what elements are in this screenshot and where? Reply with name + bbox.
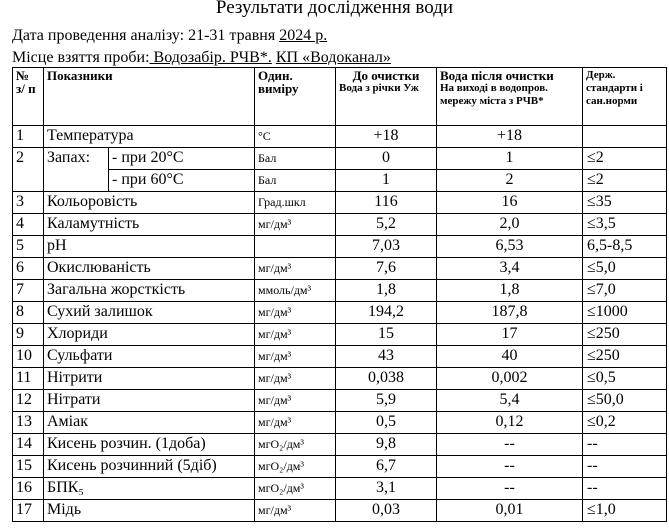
water-analysis-table — [12, 67, 667, 522]
row-num: 16 — [13, 478, 44, 500]
row-norm: ≤1000 — [583, 302, 667, 324]
row-norm: 6,5-8,5 — [583, 236, 667, 258]
row-unit: мг/дм³ — [255, 390, 336, 412]
row-num: 1 — [13, 126, 44, 148]
header-before-title: До очистки — [352, 68, 420, 83]
header-name: Показники — [44, 68, 255, 126]
row-before-value: 5,2 — [336, 214, 437, 236]
row-unit: мг/дм³ — [255, 214, 336, 236]
row-unit: мгО₂/дм³ — [255, 434, 336, 456]
row-num: 14 — [13, 434, 44, 456]
row-norm: ≤2 — [583, 170, 667, 192]
header-num: № з/ п — [13, 68, 44, 126]
table-row — [13, 368, 667, 390]
row-name: Кисень розчин. (1доба) — [44, 434, 255, 456]
table-row — [13, 280, 667, 302]
sampling-place-value-2: КП «Водоканал» — [275, 49, 391, 66]
row-unit: мг/дм³ — [255, 368, 336, 390]
table-body — [13, 126, 667, 522]
header-after-title: Вода після очистки — [440, 68, 554, 83]
row-norm: ≤250 — [583, 346, 667, 368]
row-unit: Град.шкл — [255, 192, 336, 214]
row-name: Аміак — [44, 412, 255, 434]
row-unit: мг/дм³ — [255, 324, 336, 346]
row-norm: ≤250 — [583, 324, 667, 346]
row-num: 15 — [13, 456, 44, 478]
row-after-value: 1 — [437, 148, 583, 170]
row-unit: мг/дм³ — [255, 346, 336, 368]
row-unit: ммоль/дм³ — [255, 280, 336, 302]
row-after-value: 1,8 — [437, 280, 583, 302]
row-unit: мг/дм³ — [255, 412, 336, 434]
row-after-value: 6,53 — [437, 236, 583, 258]
row-norm — [583, 126, 667, 148]
table-row — [13, 412, 667, 434]
row-before-value: 43 — [336, 346, 437, 368]
row-num: 2 — [13, 148, 44, 192]
row-num: 8 — [13, 302, 44, 324]
row-name: Загальна жорсткість — [44, 280, 255, 302]
table-row — [13, 456, 667, 478]
row-name: Температура — [44, 126, 255, 148]
row-norm: ≤2 — [583, 148, 667, 170]
row-name: Нітрити — [44, 368, 255, 390]
row-after-value: 0,12 — [437, 412, 583, 434]
row-norm: -- — [583, 478, 667, 500]
row-after-value: -- — [437, 478, 583, 500]
row-after-value: 2 — [437, 170, 583, 192]
header-after-subtitle: На виході в водопров. мережу міста з РЧВ* — [440, 82, 548, 107]
row-norm: ≤35 — [583, 192, 667, 214]
row-after-value: 0,002 — [437, 368, 583, 390]
row-unit: °С — [255, 126, 336, 148]
table-row-odor — [13, 170, 667, 192]
row-num: 17 — [13, 500, 44, 522]
header-before — [336, 68, 437, 126]
row-before-value: 1 — [336, 170, 437, 192]
row-num: 6 — [13, 258, 44, 280]
header-after — [437, 68, 583, 126]
row-unit: мгО₂/дм³ — [255, 456, 336, 478]
row-before-value: 5,9 — [336, 390, 437, 412]
table-row — [13, 434, 667, 456]
header-norm: Держ. стандарти і сан.норми — [583, 68, 667, 126]
row-condition: - при 60°С — [109, 170, 255, 192]
sampling-place-value-1: Водозабір. РЧВ*. — [149, 49, 272, 66]
table-row — [13, 214, 667, 236]
row-unit — [255, 236, 336, 258]
row-norm: -- — [583, 456, 667, 478]
analysis-date-value: 2024 р. — [279, 27, 328, 44]
row-name: Окислюваність — [44, 258, 255, 280]
table-row — [13, 500, 667, 522]
row-after-value: 5,4 — [437, 390, 583, 412]
row-name: Хлориди — [44, 324, 255, 346]
row-before-value: 15 — [336, 324, 437, 346]
row-before-value: +18 — [336, 126, 437, 148]
sampling-place-label: Місце взяття проби: — [12, 49, 150, 66]
table-row — [13, 478, 667, 500]
row-name: Кисень розчинний (5діб) — [44, 456, 255, 478]
row-before-value: 0 — [336, 148, 437, 170]
row-before-value: 6,7 — [336, 456, 437, 478]
row-name: Кольоровість — [44, 192, 255, 214]
row-num: 9 — [13, 324, 44, 346]
row-unit: мгО₂/дм³ — [255, 478, 336, 500]
row-norm: -- — [583, 434, 667, 456]
table-row — [13, 346, 667, 368]
row-before-value: 7,6 — [336, 258, 437, 280]
row-norm: ≤50,0 — [583, 390, 667, 412]
table-row — [13, 126, 667, 148]
row-before-value: 0,038 — [336, 368, 437, 390]
row-before-value: 1,8 — [336, 280, 437, 302]
table-header-row — [13, 68, 667, 126]
row-name: Сухий залишок — [44, 302, 255, 324]
row-num: 10 — [13, 346, 44, 368]
row-unit: мг/дм³ — [255, 500, 336, 522]
header-before-subtitle: Вода з річки Уж — [339, 82, 419, 94]
row-name: Сульфати — [44, 346, 255, 368]
row-after-value: 40 — [437, 346, 583, 368]
sampling-place-line — [12, 48, 391, 68]
row-name: БПК₅ — [44, 478, 255, 500]
analysis-date-label: Дата проведення аналізу: 21-31 травня — [12, 27, 280, 44]
row-before-value: 0,5 — [336, 412, 437, 434]
row-name: Запах: — [44, 148, 109, 192]
row-norm: ≤0,2 — [583, 412, 667, 434]
row-num: 13 — [13, 412, 44, 434]
row-num: 7 — [13, 280, 44, 302]
row-unit: мг/дм³ — [255, 258, 336, 280]
row-name: Каламутність — [44, 214, 255, 236]
row-num: 11 — [13, 368, 44, 390]
row-norm: ≤7,0 — [583, 280, 667, 302]
row-after-value: 187,8 — [437, 302, 583, 324]
table-row — [13, 324, 667, 346]
row-name: pH — [44, 236, 255, 258]
row-unit: Бал — [255, 148, 336, 170]
row-norm: ≤1,0 — [583, 500, 667, 522]
table-row-odor — [13, 148, 667, 170]
row-norm: ≤3,5 — [583, 214, 667, 236]
row-before-value: 0,03 — [336, 500, 437, 522]
row-after-value: 16 — [437, 192, 583, 214]
row-before-value: 3,1 — [336, 478, 437, 500]
row-after-value: 3,4 — [437, 258, 583, 280]
row-before-value: 194,2 — [336, 302, 437, 324]
row-unit: Бал — [255, 170, 336, 192]
row-after-value: +18 — [437, 126, 583, 148]
row-after-value: 2,0 — [437, 214, 583, 236]
analysis-date-line — [12, 26, 327, 46]
document-title: Результати дослідження води — [215, 0, 454, 18]
header-unit: Один. виміру — [255, 68, 336, 126]
row-norm: ≤5,0 — [583, 258, 667, 280]
row-unit: мг/дм³ — [255, 302, 336, 324]
row-after-value: -- — [437, 456, 583, 478]
table-row — [13, 236, 667, 258]
row-condition: - при 20°С — [109, 148, 255, 170]
row-num: 3 — [13, 192, 44, 214]
row-after-value: -- — [437, 434, 583, 456]
table-row — [13, 302, 667, 324]
row-before-value: 9,8 — [336, 434, 437, 456]
row-before-value: 7,03 — [336, 236, 437, 258]
row-num: 5 — [13, 236, 44, 258]
row-num: 4 — [13, 214, 44, 236]
row-name: Нітрати — [44, 390, 255, 412]
row-name: Мідь — [44, 500, 255, 522]
row-before-value: 116 — [336, 192, 437, 214]
table-row — [13, 192, 667, 214]
row-num: 12 — [13, 390, 44, 412]
row-after-value: 0,01 — [437, 500, 583, 522]
table-row — [13, 390, 667, 412]
row-norm: ≤0,5 — [583, 368, 667, 390]
row-after-value: 17 — [437, 324, 583, 346]
table-row — [13, 258, 667, 280]
